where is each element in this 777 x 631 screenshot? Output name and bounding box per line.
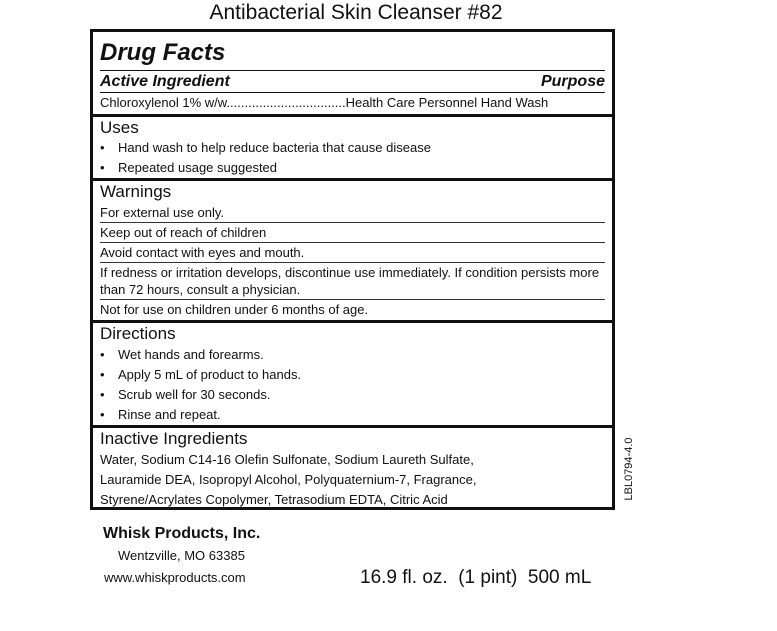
directions-item: • Rinse and repeat.: [100, 407, 221, 422]
directions-title: Directions: [100, 324, 176, 343]
rule: [100, 299, 605, 300]
divider: [100, 70, 605, 71]
rule: [100, 222, 605, 223]
rule: [100, 262, 605, 263]
section-separator: [93, 425, 612, 428]
company-website: www.whiskproducts.com: [104, 570, 246, 585]
inactive-ingredients-line: Styrene/Acrylates Copolymer, Tetrasodium EDTA, Citric Acid: [100, 492, 448, 507]
warning-line: Avoid contact with eyes and mouth.: [100, 245, 305, 260]
directions-item: • Scrub well for 30 seconds.: [100, 387, 271, 402]
inactive-ingredients-title: Inactive Ingredients: [100, 429, 248, 448]
section-separator: [93, 320, 612, 323]
purpose-heading: Purpose: [540, 73, 605, 90]
company-name: Whisk Products, Inc.: [103, 525, 261, 542]
uses-item: • Repeated usage suggested: [100, 160, 278, 175]
warning-line: Keep out of reach of children: [100, 225, 267, 240]
active-ingredient-line: Chloroxylenol 1% w/w.................................Health Care Personnel Hand Wash: [100, 95, 549, 110]
inactive-ingredients-line: Lauramide DEA, Isopropyl Alcohol, Polyquaternium-7, Fragrance,: [100, 472, 477, 487]
active-ingredient-header-row: [100, 72, 605, 92]
uses-item: • Hand wash to help reduce bacteria that cause disease: [100, 140, 431, 155]
warning-line: If redness or irritation develops, discontinue use immediately. If condition persists more than 72 hours, consult a physician.: [100, 265, 600, 297]
net-contents: 16.9 fl. oz. (1 pint) 500 mL: [360, 567, 592, 588]
divider: [100, 92, 605, 93]
section-separator: [93, 178, 612, 181]
drug-facts-panel: [90, 29, 615, 510]
directions-item: • Apply 5 mL of product to hands.: [100, 367, 302, 382]
product-title: Antibacterial Skin Cleanser #82: [209, 1, 503, 24]
directions-item: • Wet hands and forearms.: [100, 347, 264, 362]
company-address: Wentzville, MO 63385: [118, 548, 245, 563]
inactive-ingredients-line: Water, Sodium C14-16 Olefin Sulfonate, Sodium Laureth Sulfate,: [100, 452, 474, 467]
warning-line: Not for use on children under 6 months of age.: [100, 302, 369, 317]
drug-facts-title: Drug Facts: [100, 39, 226, 66]
label-code: LBL0794-4.0: [623, 437, 635, 501]
uses-title: Uses: [100, 118, 139, 137]
warnings-title: Warnings: [100, 182, 172, 201]
section-separator: [93, 114, 612, 117]
rule: [100, 242, 605, 243]
warning-line: For external use only.: [100, 205, 225, 220]
active-ingredient-heading: Active Ingredient: [100, 73, 230, 90]
